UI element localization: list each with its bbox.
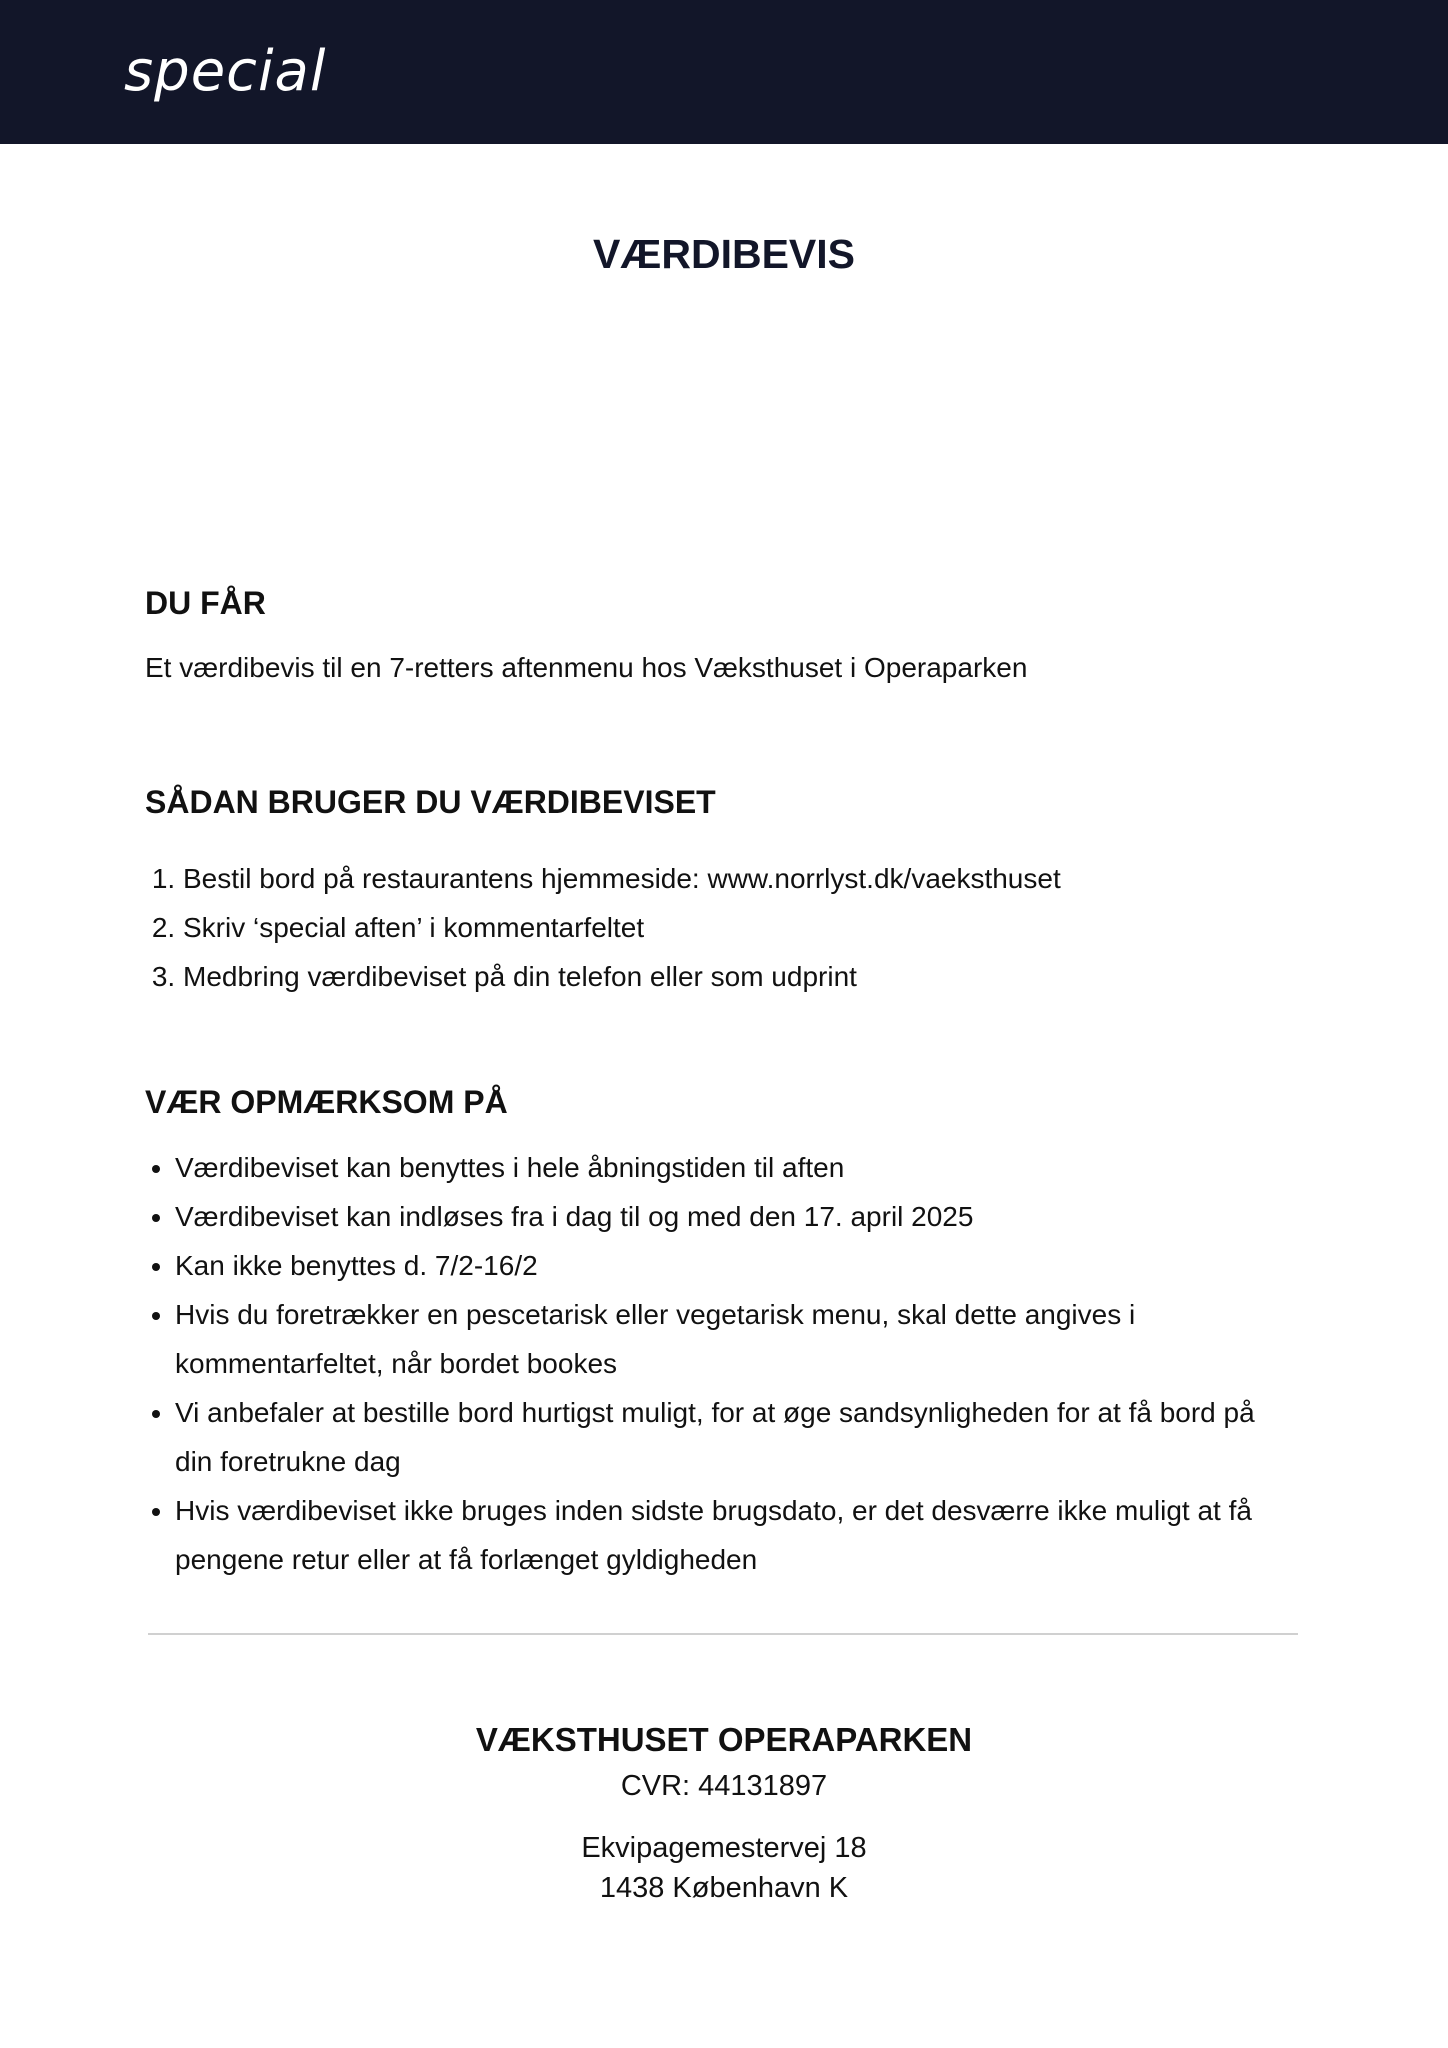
brand-logo: special — [124, 39, 327, 104]
step-item: 3. Medbring værdibeviset på din telefon eller som udprint — [183, 952, 1061, 1001]
step-item: 2. Skriv ‘special aften’ i kommentarfeltet — [183, 903, 1061, 952]
document-title: VÆRDIBEVIS — [593, 231, 855, 277]
note-item: • Hvis værdibeviset ikke bruges inden sidste brugsdato, er det desværre ikke muligt at få pengene retur eller at få forlænget gyldigheden — [175, 1486, 1275, 1584]
section-heading-you-get: DU FÅR — [145, 585, 266, 621]
section-heading-notes: VÆR OPMÆRKSOM PÅ — [145, 1084, 508, 1120]
step-item: 1. Bestil bord på restaurantens hjemmeside: www.norrlyst.dk/vaeksthuset — [183, 854, 1061, 903]
steps-list — [145, 854, 1061, 1001]
header-bar — [0, 0, 1448, 144]
footer-address-city: 1438 København K — [599, 1872, 849, 1904]
note-item: • Værdibeviset kan benyttes i hele åbningstiden til aften — [175, 1143, 1275, 1192]
footer-cvr: CVR: 44131897 — [620, 1770, 828, 1802]
footer-address-street: Ekvipagemestervej 18 — [581, 1832, 867, 1864]
you-get-description: Et værdibevis til en 7-retters aftenmenu hos Væksthuset i Operaparken — [145, 652, 1028, 683]
note-item: • Værdibeviset kan indløses fra i dag til og med den 17. april 2025 — [175, 1192, 1275, 1241]
notes-list — [145, 1143, 1275, 1584]
footer-company-name: VÆKSTHUSET OPERAPARKEN — [475, 1721, 973, 1758]
note-item: • Hvis du foretrækker en pescetarisk eller vegetarisk menu, skal dette angives i kommentarfeltet, når bordet bookes — [175, 1290, 1275, 1388]
footer-divider — [148, 1633, 1298, 1635]
note-item: • Vi anbefaler at bestille bord hurtigst muligt, for at øge sandsynligheden for at få bord på din foretrukne dag — [175, 1388, 1275, 1486]
section-heading-how-to-use: SÅDAN BRUGER DU VÆRDIBEVISET — [145, 784, 716, 820]
note-item: • Kan ikke benyttes d. 7/2-16/2 — [175, 1241, 1275, 1290]
